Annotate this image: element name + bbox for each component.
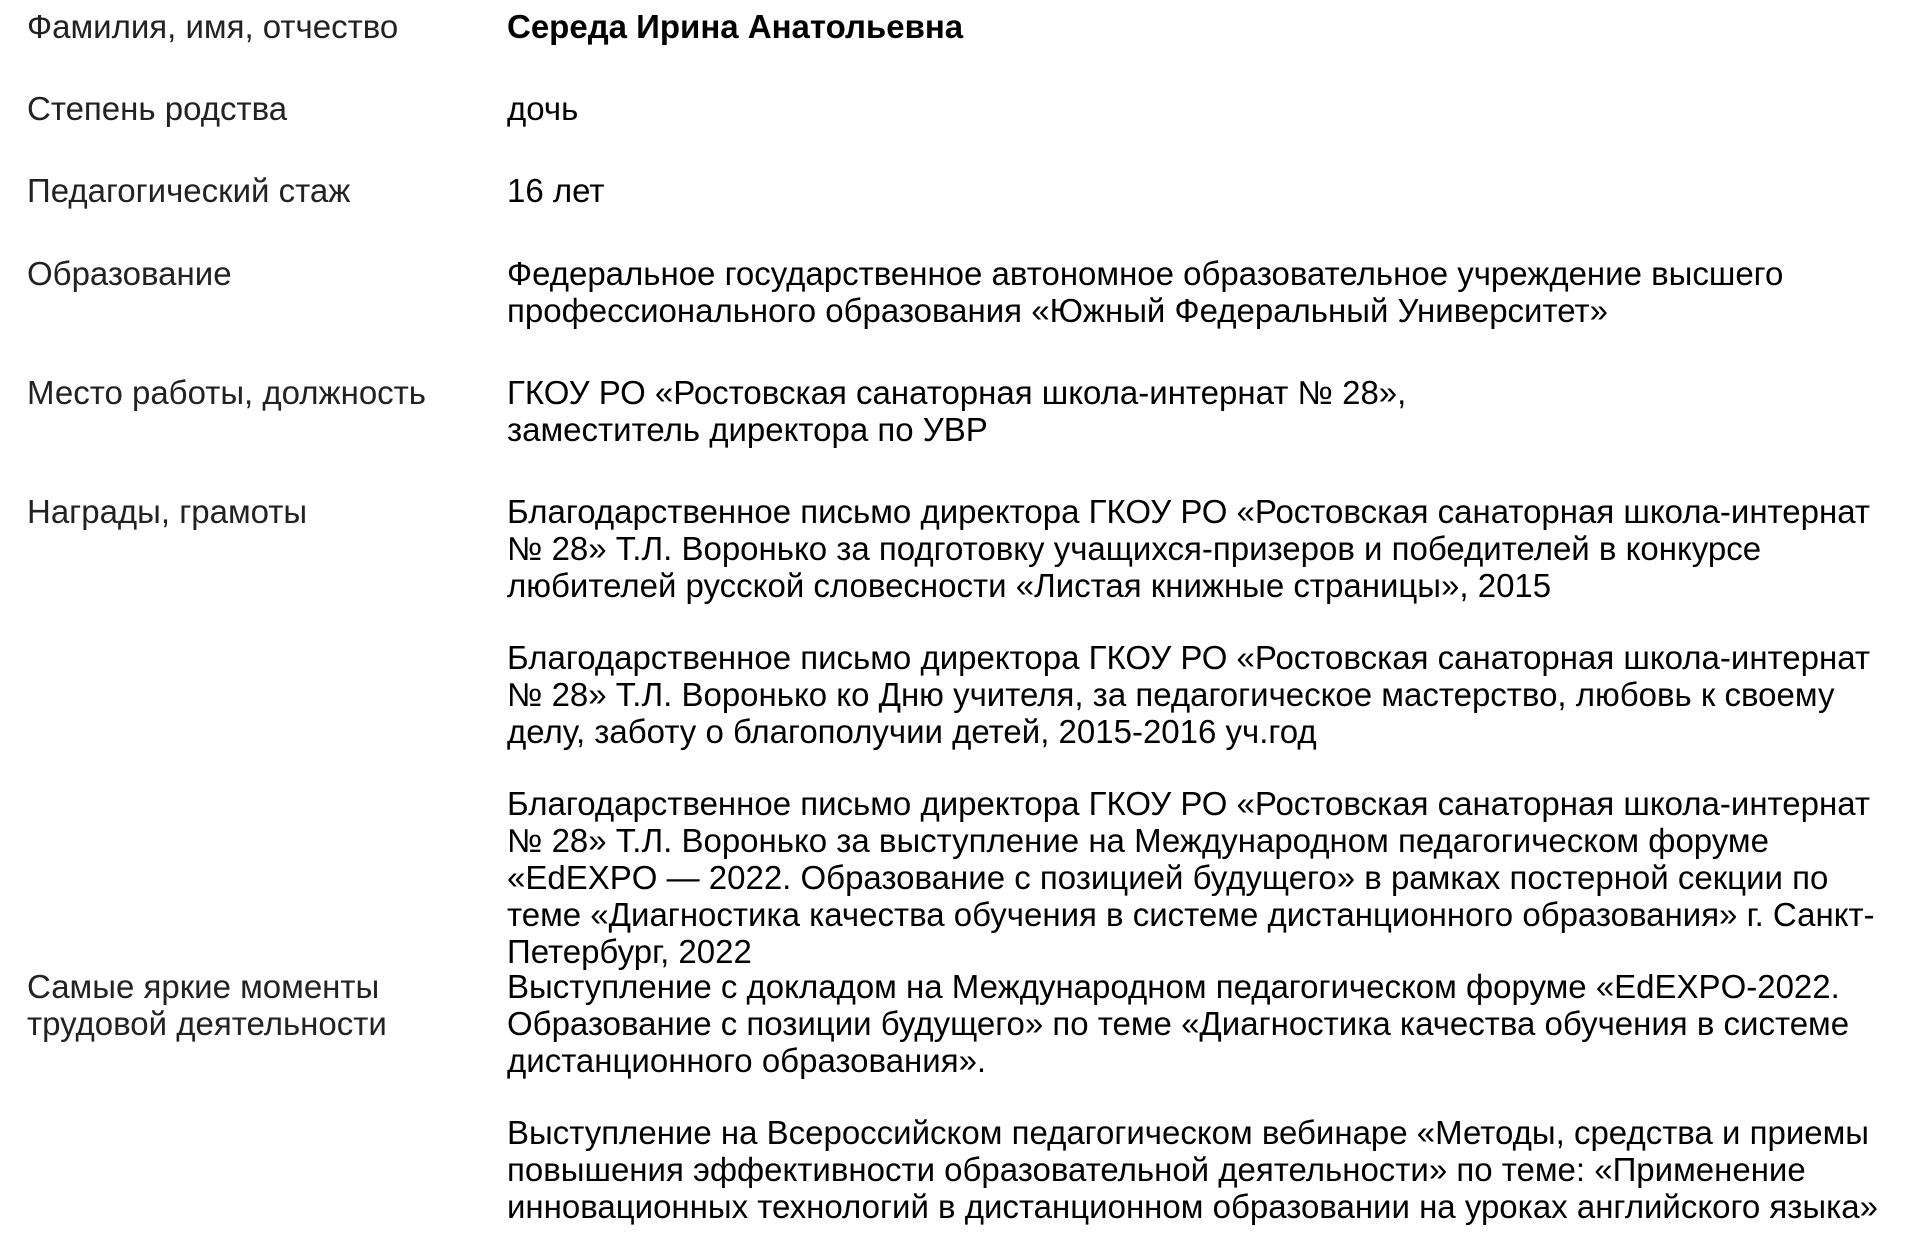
award-item: Благодарственное письмо директора ГКОУ РО «Ростовская санаторная школа-интернат № 28» Т.Л. Воронько ко Дню учителя, за педагогическое мастерство, любовь к своему делу, заботу о благополучии детей, 2015-2016 уч.год xyxy=(507,639,1870,750)
value-workplace-place: ГКОУ РО «Ростовская санаторная школа-интернат № 28», xyxy=(507,374,1407,411)
row-experience xyxy=(27,172,1887,255)
value-workplace xyxy=(507,374,1887,448)
label-education: Образование xyxy=(27,255,232,292)
label-career-highlights-line1: Самые яркие моменты xyxy=(27,968,380,1005)
label-full-name: Фамилия, имя, отчество xyxy=(27,8,399,45)
profile-sheet xyxy=(27,8,1887,1228)
row-career-highlights xyxy=(27,968,1887,1228)
row-awards xyxy=(27,493,1887,968)
label-career-highlights-line2: трудовой деятельности xyxy=(27,1005,387,1042)
label-relation: Степень родства xyxy=(27,90,288,127)
label-awards: Награды, грамоты xyxy=(27,493,308,530)
label-workplace: Место работы, должность xyxy=(27,374,426,411)
value-workplace-position: заместитель директора по УВР xyxy=(507,411,988,448)
value-relation: дочь xyxy=(507,90,579,127)
value-education: Федеральное государственное автономное образовательное учреждение высшего профессионального образования «Южный Федеральный Университет» xyxy=(507,255,1784,329)
value-career-highlights xyxy=(507,968,1887,1225)
row-relation xyxy=(27,90,1887,172)
award-item: Благодарственное письмо директора ГКОУ РО «Ростовская санаторная школа-интернат № 28» Т.Л. Воронько за выступление на Международном педагогическом форуме «EdEXPO — 2022. Образование с позицией будущего» в рамках постерной секции по теме «Диагностика качества обучения в системе дистанционного образования» г. Санкт-Петербург, 2022 xyxy=(507,785,1875,970)
label-career-highlights xyxy=(27,968,507,1042)
row-workplace xyxy=(27,374,1887,493)
row-full-name xyxy=(27,8,1887,90)
value-experience: 16 лет xyxy=(507,172,605,209)
highlight-item: Выступление на Всероссийском педагогическом вебинаре «Методы, средства и приемы повышения эффективности образовательной деятельности» по теме: «Применение инновационных технологий в дистанционном образовании на уроках английского языка» xyxy=(507,1114,1878,1225)
value-full-name: Середа Ирина Анатольевна xyxy=(507,8,964,45)
row-education xyxy=(27,255,1887,374)
award-item: Благодарственное письмо директора ГКОУ РО «Ростовская санаторная школа-интернат № 28» Т.Л. Воронько за подготовку учащихся-призеров и победителей в конкурсе любителей русской словесности «Листая книжные страницы», 2015 xyxy=(507,493,1870,604)
label-experience: Педагогический стаж xyxy=(27,172,351,209)
highlight-item: Выступление с докладом на Международном педагогическом форуме «EdEXPO-2022. Образование с позиции будущего» по теме «Диагностика качества обучения в системе дистанционного образования». xyxy=(507,968,1850,1079)
value-awards xyxy=(507,493,1887,970)
